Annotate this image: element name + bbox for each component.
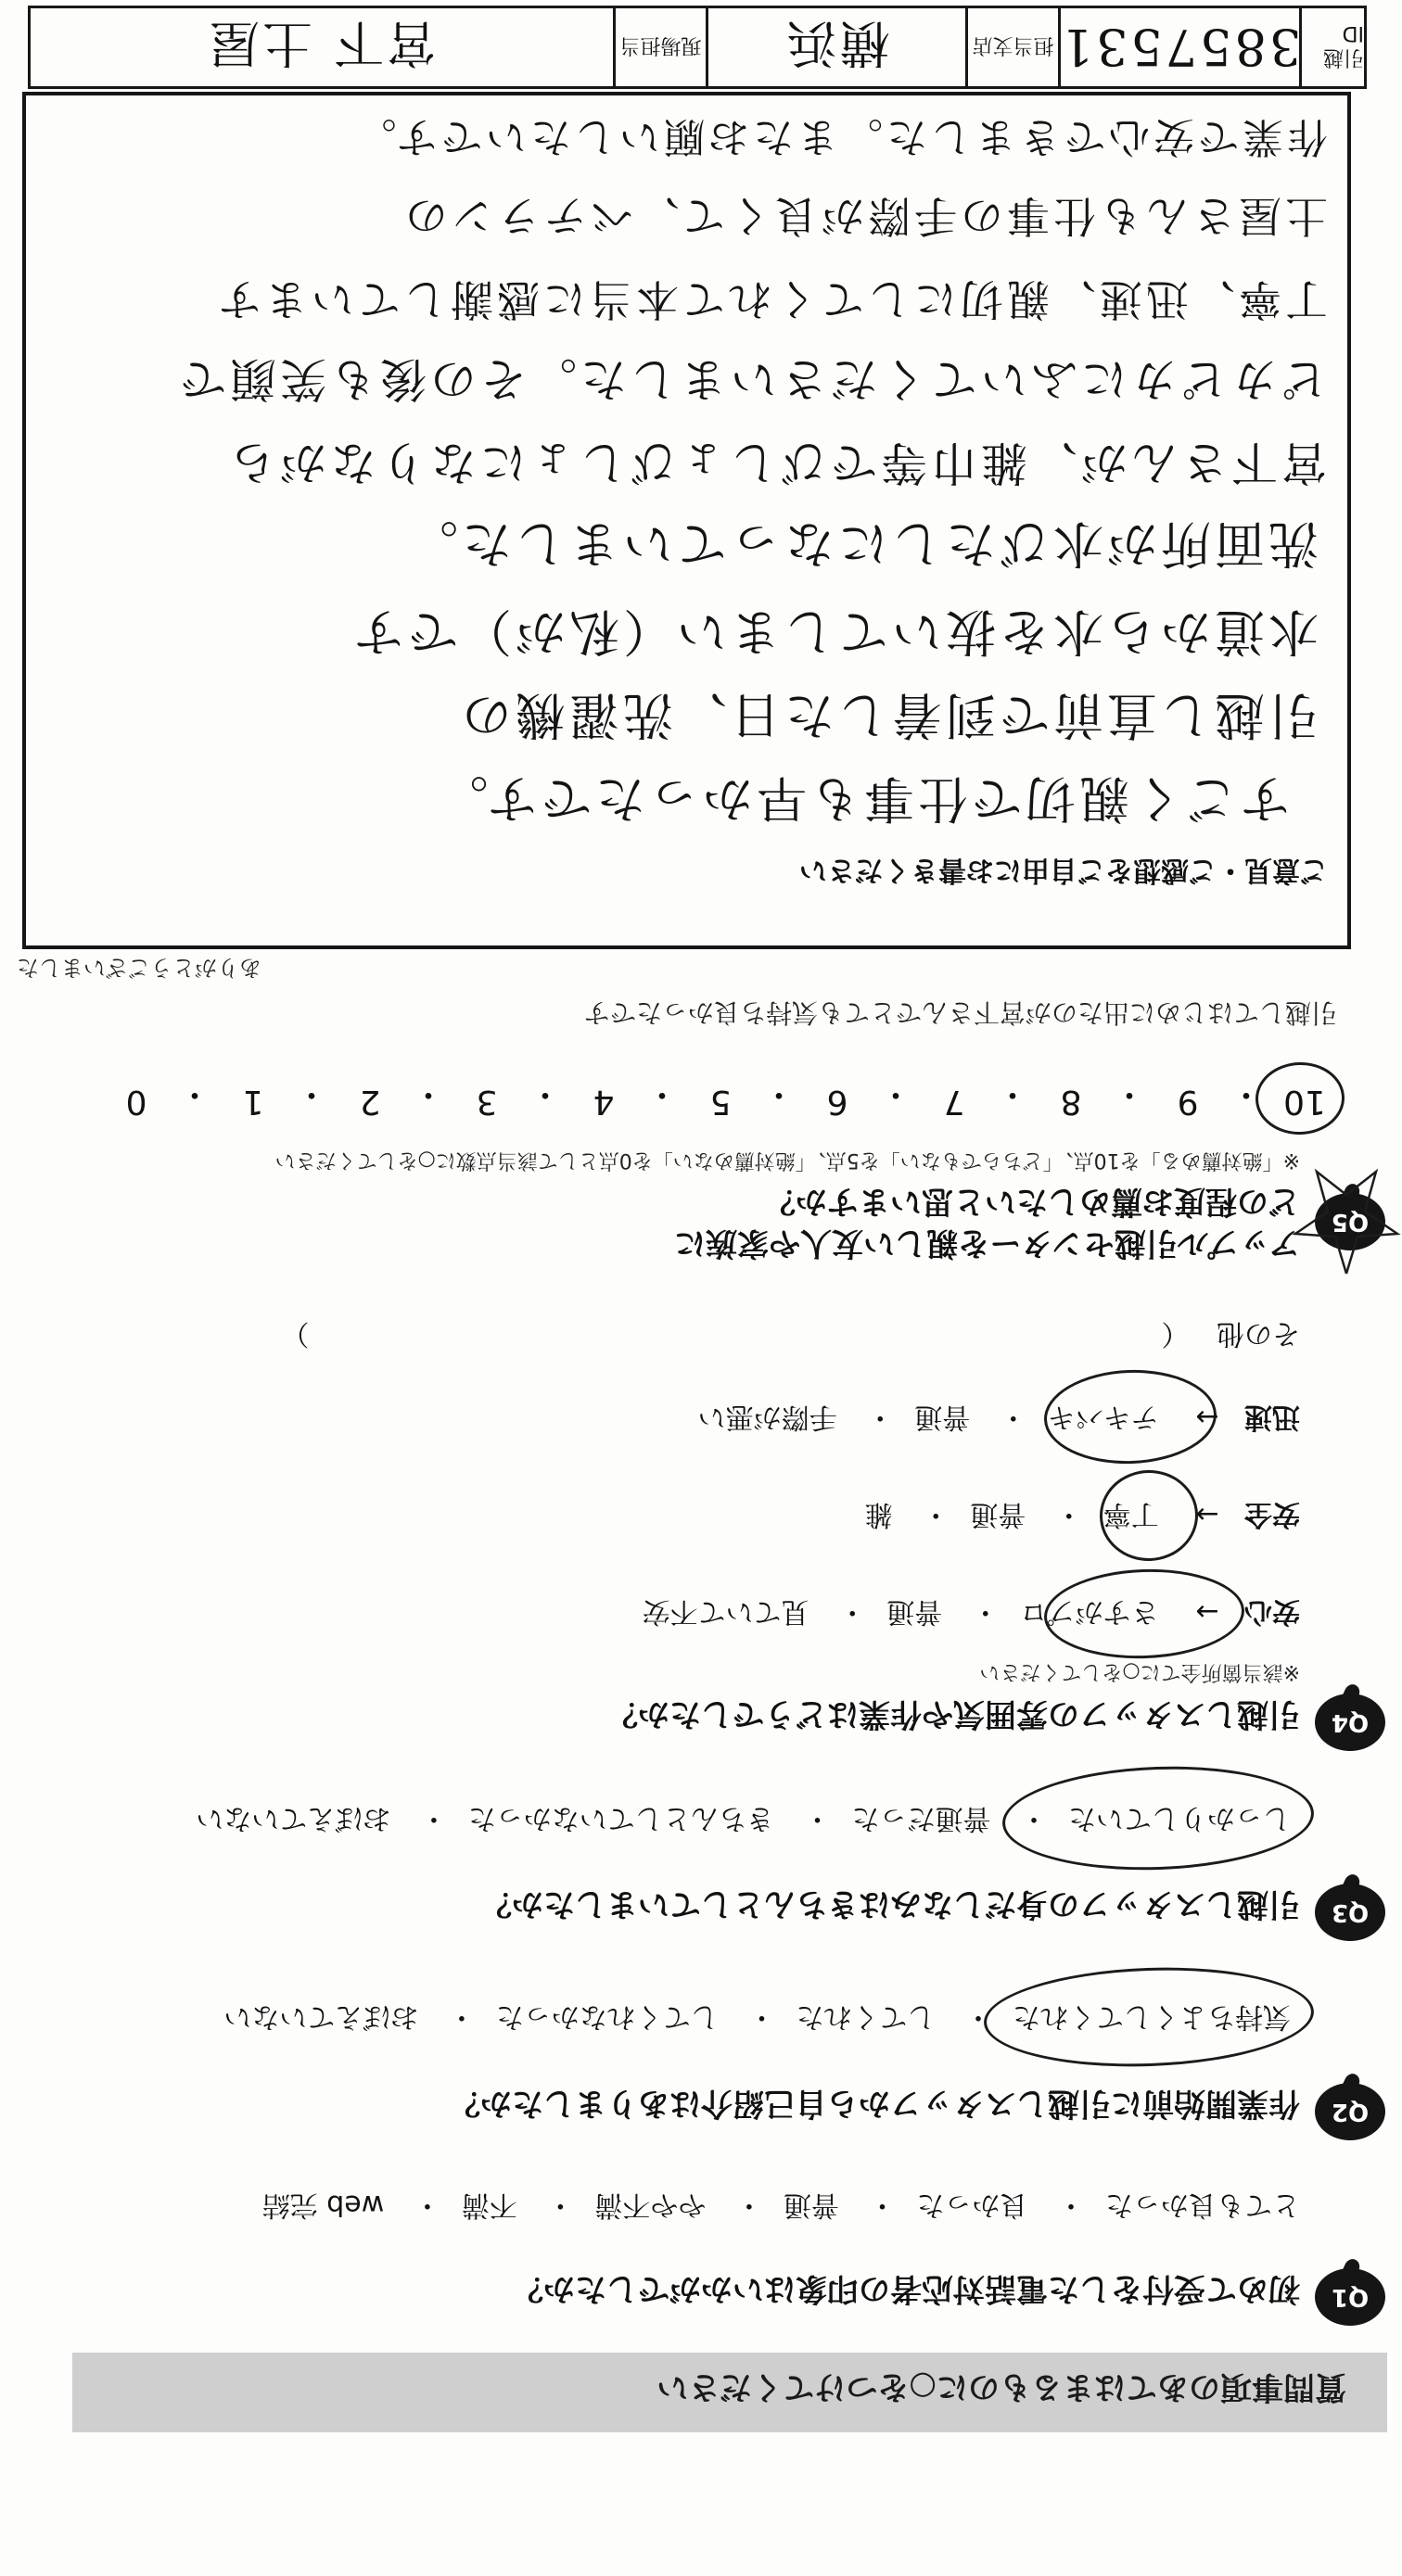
comment-line: 洗面所が水びたしになっていました。 xyxy=(404,514,1319,573)
branch-label: 担当支店 xyxy=(972,33,1054,57)
q1-options: とても良かった・ 良かった・ 普通・ やや不満・ 不満・ web 完結 xyxy=(262,2188,1300,2228)
comment-title: ご意見・ご感想をご自由にお書きください xyxy=(799,854,1328,886)
q1-option[interactable]: 良かった xyxy=(916,2189,1028,2221)
scale-value[interactable]: 7 xyxy=(943,1083,965,1121)
arrow-right-icon: → xyxy=(1195,1498,1219,1530)
q5-scale: 10 ・ 9 ・ 8 ・ 7 ・ 6 ・ 5 ・ 4 ・ 3 ・ 2 ・ 1 ・ 0 xyxy=(108,1073,1332,1121)
branch-cell[interactable] xyxy=(706,8,965,86)
scale-value[interactable]: 1 xyxy=(242,1083,264,1121)
q4-note: ※該当箇所全てに○をしてください xyxy=(979,1660,1300,1683)
comment-line: 丁寧、迅速、親切にしてくれて本当に感謝しています xyxy=(215,274,1328,324)
scale-value[interactable]: 3 xyxy=(476,1083,498,1121)
comment-line: 宮下さんが、雑巾等でびしょびしょになりながら xyxy=(226,436,1328,489)
q4-other-close: ） xyxy=(281,1317,310,1350)
move-id-label-cell xyxy=(1299,8,1364,86)
q4-other xyxy=(281,1316,1300,1357)
q4-other-open: （ xyxy=(1161,1317,1190,1350)
q1-option[interactable]: web 完結 xyxy=(261,2189,385,2221)
q2-option[interactable]: してくれなかった xyxy=(495,2000,719,2033)
q2-badge: Q2 xyxy=(1315,2083,1385,2140)
q5-badge: Q5 xyxy=(1315,1193,1385,1250)
q4-option[interactable]: 雑 xyxy=(864,1498,893,1530)
leader-cell[interactable] xyxy=(31,8,613,86)
leader-label-cell xyxy=(613,8,706,86)
leader-label: 現場担当 xyxy=(619,33,702,57)
margin-handwritten-note: 引越してはじめに出たのが宮下さんでとても気持ち良かったです xyxy=(583,997,1337,1028)
q1-badge: Q1 xyxy=(1315,2268,1385,2326)
q2-options: 気持ちよくしてくれた・ してくれた・ してくれなかった・ おぼえていない xyxy=(223,1999,1291,2040)
comment-line: 作業で安心できました。またお願いしたいです。 xyxy=(351,113,1328,160)
scale-value[interactable]: 9 xyxy=(1177,1083,1199,1121)
q2-question: 作業開始前に引越しスタッフから自己紹介はありましたか？ xyxy=(449,2085,1300,2122)
q4-row-label: 安心 xyxy=(1244,1595,1300,1628)
q4-row-jinsoku: 迅速 → テキパキ・ 普通・ 手際が悪い xyxy=(697,1401,1300,1433)
margin-handwritten-note-2: ありがとうございました xyxy=(17,955,261,981)
q4-option[interactable]: 丁寧 xyxy=(1102,1498,1159,1530)
q5-question-line2: どの程度お薦めしたいと思いますか？ xyxy=(764,1183,1300,1220)
scale-value[interactable]: 4 xyxy=(593,1083,615,1121)
move-id-label: 引越ID xyxy=(1322,21,1364,69)
scale-value[interactable]: 2 xyxy=(359,1083,381,1121)
q3-option[interactable]: 普通だった xyxy=(851,1802,991,1834)
q4-option[interactable]: 見ていて不安 xyxy=(642,1595,809,1628)
q4-row-label: 安全 xyxy=(1244,1498,1300,1530)
q4-row-label: 迅速 xyxy=(1244,1401,1300,1433)
q4-row-anzen: 安全 → 丁寧・ 普通・ 雑 xyxy=(864,1498,1300,1530)
q3-option[interactable]: きちんとしていなかった xyxy=(467,1802,774,1834)
q1-option[interactable]: 不満 xyxy=(461,2189,517,2221)
q1-option[interactable]: 普通 xyxy=(783,2189,839,2221)
scale-value[interactable]: 6 xyxy=(826,1083,848,1121)
q4-row-anshin: 安心 → さすがプロ・ 普通・ 見ていて不安 xyxy=(642,1595,1300,1628)
arrow-right-icon: → xyxy=(1195,1401,1219,1433)
q5-question-line1: アップル引越センターを親しい友人や家族に xyxy=(674,1225,1300,1262)
move-id-cell[interactable] xyxy=(1058,8,1302,86)
comment-line: 引越し直前で到着した日、洗濯機の xyxy=(458,686,1319,744)
q2-option[interactable]: 気持ちよくしてくれた xyxy=(1013,2000,1291,2033)
comment-line: 水道から水を抜いてしまい（私が）です xyxy=(350,603,1319,661)
q3-question: 引越しスタッフの身だしなみはきちんとしていましたか？ xyxy=(480,1885,1300,1922)
q4-question: 引越しスタッフの雰囲気や作業はどうでしたか？ xyxy=(606,1695,1300,1732)
q3-option[interactable]: しっかりしていた xyxy=(1068,1802,1291,1834)
scale-value[interactable]: 0 xyxy=(125,1083,147,1121)
scale-value[interactable]: 8 xyxy=(1060,1083,1082,1121)
q3-option[interactable]: おぼえていない xyxy=(196,1802,391,1834)
scale-value[interactable]: 5 xyxy=(709,1083,732,1121)
branch-value: 横浜 xyxy=(784,14,890,73)
leader-value: 宮下 土屋 xyxy=(206,14,438,73)
scale-value[interactable]: 10 xyxy=(1283,1083,1326,1121)
q2-option[interactable]: おぼえていない xyxy=(223,2000,419,2033)
q4-option[interactable]: 普通 xyxy=(914,1401,971,1433)
instruction-banner-text: 質問事項のあてはまるものに○をつけてください xyxy=(656,2368,1346,2405)
q1-option[interactable]: とても良かった xyxy=(1105,2189,1300,2221)
comment-line: ピカピカにふいてくださいました。その後も笑顔で xyxy=(176,352,1328,406)
q4-badge: Q4 xyxy=(1315,1694,1385,1751)
q4-option[interactable]: さすがプロ xyxy=(1019,1595,1159,1628)
comment-line: すごく親切で仕事も早かったです。 xyxy=(434,769,1291,828)
q3-badge: Q3 xyxy=(1315,1884,1385,1941)
arrow-right-icon: → xyxy=(1195,1595,1219,1628)
branch-label-cell xyxy=(965,8,1058,86)
move-id-value: 3857531 xyxy=(1058,18,1302,77)
q3-options: しっかりしていた・ 普通だった・ きちんとしていなかった・ おぼえていない xyxy=(196,1801,1291,1842)
q4-option[interactable]: 普通 xyxy=(886,1595,943,1628)
q1-question: 初めて受付をした電話対応者の印象はいかがでしたか？ xyxy=(512,2270,1300,2307)
q4-option[interactable]: テキパキ xyxy=(1047,1401,1159,1433)
star-doodle-icon xyxy=(1291,1167,1402,1278)
q4-option[interactable]: 手際が悪い xyxy=(697,1401,837,1433)
q5-note: ※「絶対薦める」を10点、「どちらでもない」を5点、「絶対薦めない」を0点として該当点数に○をしてください xyxy=(274,1148,1300,1172)
q1-option[interactable]: やや不満 xyxy=(594,2189,707,2221)
q4-other-label: その他 xyxy=(1217,1317,1300,1350)
header-table xyxy=(28,6,1367,89)
q4-option[interactable]: 普通 xyxy=(970,1498,1026,1530)
q2-option[interactable]: してくれた xyxy=(796,2000,936,2033)
comment-line: 土屋さんも仕事の手際が良くて、ベテランの xyxy=(401,191,1328,241)
